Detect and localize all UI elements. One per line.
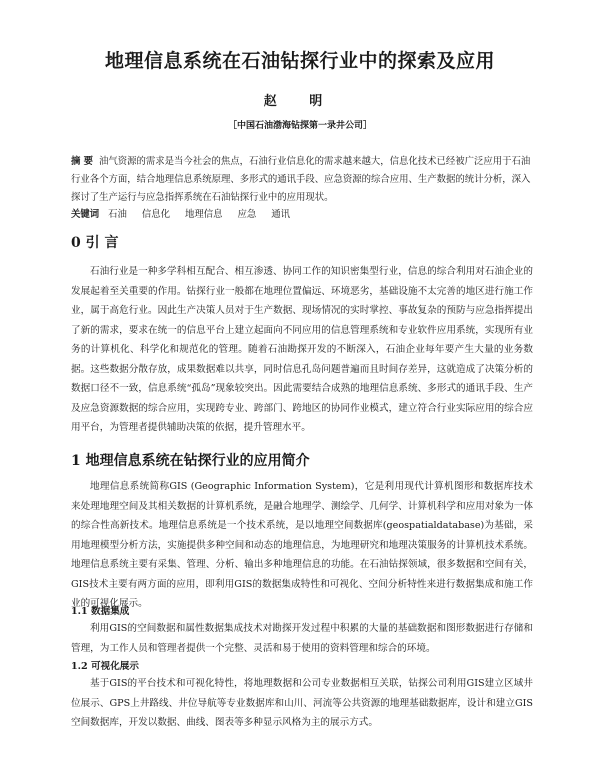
- keywords-label: 关键词: [71, 209, 100, 220]
- keyword: 通讯: [271, 209, 291, 220]
- keyword: 地理信息: [185, 209, 223, 220]
- abstract-label: 摘 要: [71, 156, 94, 167]
- data-integration-paragraph: 利用GIS的空间数据和属性数据集成技术对勘探开发过程中积累的大量的基础数据和图形数据进行存储和管理，为工作人员和管理者提供一个完整、灵活和易于使用的资料管理和综合的环境。: [71, 623, 533, 654]
- author-affiliation: ［中国石油渤海钻探第一录井公司］: [227, 121, 372, 131]
- keyword: 应急: [237, 209, 257, 220]
- introduction-paragraph: 石油行业是一种多学科相互配合、相互渗透、协同工作的知识密集型行业，信息的综合利用对石油企业的发展起着至关重要的作用。钻探行业一般都在地理位置偏远、环境恶劣，基础设施不太完善的地区进行施工作业，属于高危行业。因此生产决策人员对于生产数据、现场情况的实时掌控、事故复杂的预防与应急指挥提出了新的需求，要求在统一的信息平台上建立起面向不同应用的信息管理系统和专业软件应用系统，实现所有业务的计算机化、科学化和规范化的管理。随着石油勘探开发的不断深入，石油企业每年要产生大量的业务数据。这些数据分散存放，成果数据难以共享，同时信息孔岛问题普遍而且时间存差异，这就造成了决策分析的数据口径不一致，信息系统“孤岛”现象较突出。因此需要结合成熟的地理信息系统、多形式的通讯手段、生产及应急资源数据的综合应用，实现跨专业、跨部门、跨地区的协同作业模式，建立符合行业实际应用的综合应用平台，为管理者提供辅助决策的依据，提升管理水平。: [71, 266, 533, 433]
- keyword: 石油: [108, 209, 127, 220]
- section-heading-introduction: 0 引 言: [71, 235, 119, 251]
- subsection-heading-data-integration: 1.1 数据集成: [71, 606, 130, 617]
- subsection-heading-visualization: 1.2 可视化展示: [71, 661, 139, 672]
- abstract: [71, 153, 533, 207]
- keyword: 信息化: [141, 209, 171, 220]
- abstract-text: 油气资源的需求是当今社会的焦点，石油行业信息化的需求越来越大，信息化技术已经被广泛应用于石油行业各个方面，结合地理信息系统原理、多形式的通讯手段、应急资源的综合应用、生产数据的统计分析，深入探讨了生产运行与应急指挥系统在石油钻探行业中的应用现状。: [71, 156, 531, 203]
- gis-intro-paragraph: 地理信息系统简称GIS (Geographic Information System)，它是利用现代计算机图形和数据库技术来处理地理空间及其相关数据的计算机系统，是融合地理学、测绘学、几何学、计算机科学和应用对象为一体的综合性高新技术。地理信息系统是一个技术系统，是以地理空间数据库(geospatialdatabase)为基础，采用地理模型分析方法，实施提供多种空间和动态的地理信息，为地理研究和地理决策服务的计算机技术系统。地理信息系统主要有采集、管理、分析、输出多种地理信息的功能。在石油钻探领域，很多数据和空间有关，GIS技术主要有两方面的应用，即利用GIS的数据集成特性和可视化、空间分析特性来进行数据集成和施工作业的可视化展示。: [71, 481, 533, 609]
- keywords: [71, 207, 533, 223]
- visualization-paragraph: 基于GIS的平台技术和可视化特性，将地理数据和公司专业数据相互关联，钻探公司利用GIS建立区域井位展示、GPS上井路线、井位导航等专业数据库和山川、河流等公共资源的地理基础数据库，设计和建立GIS空间数据库，开发以数据、曲线、图表等多种显示风格为主的展示方式。: [71, 678, 533, 728]
- paper-title: 地理信息系统在石油钻探行业中的探索及应用: [104, 50, 495, 72]
- section-heading-gis-intro: 1 地理信息系统在钻探行业的应用简介: [71, 453, 310, 469]
- author-name: 赵 明: [263, 94, 337, 109]
